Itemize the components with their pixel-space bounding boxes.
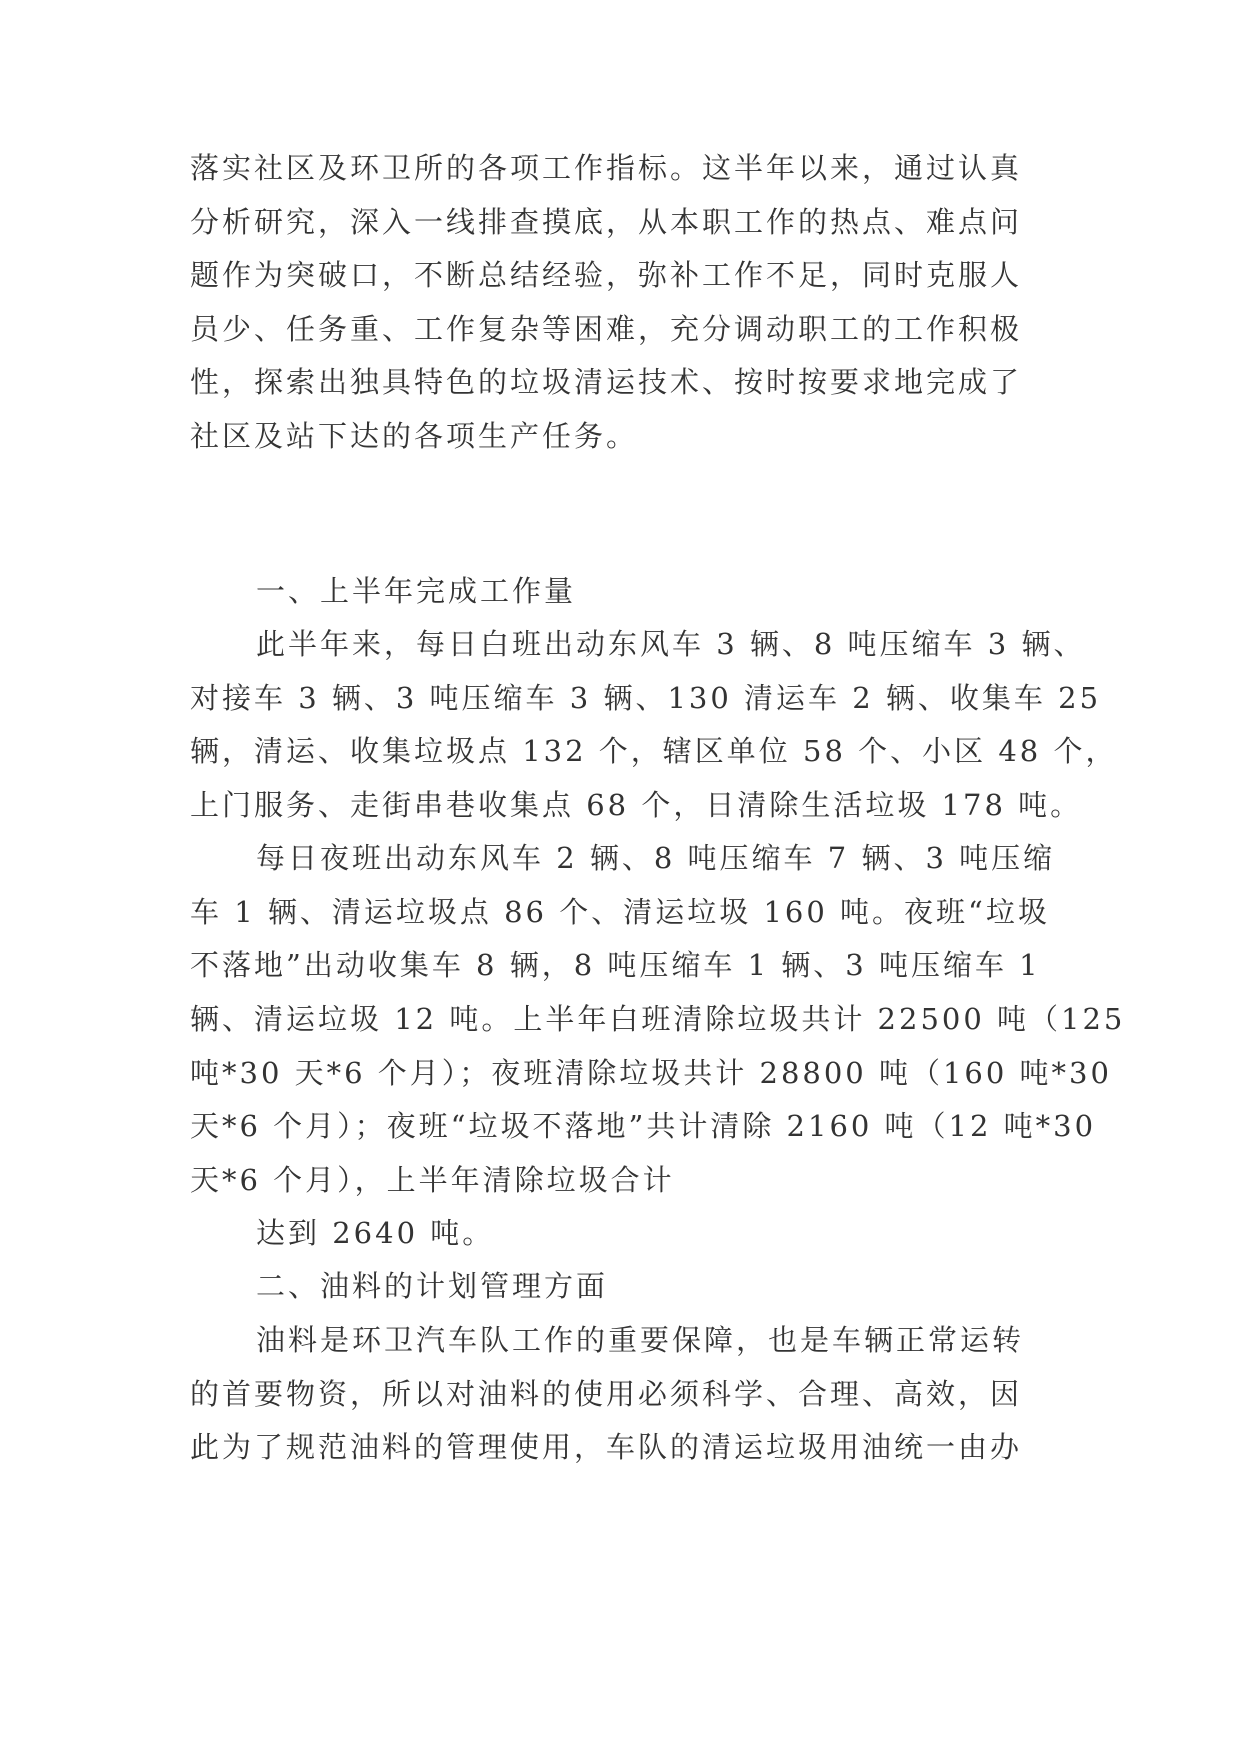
paragraph-line: 辆，清运、收集垃圾点 132 个，辖区单位 58 个、小区 48 个，	[190, 734, 1118, 768]
paragraph-line: 此半年来，每日白班出动东风车 3 辆、8 吨压缩车 3 辆、	[256, 627, 1086, 661]
paragraph-line: 吨*30 天*6 个月）；夜班清除垃圾共计 28800 吨（160 吨*30	[190, 1056, 1112, 1090]
paragraph-line: 天*6 个月），上半年清除垃圾合计	[190, 1163, 675, 1197]
paragraph-line: 油料是环卫汽车队工作的重要保障，也是车辆正常运转	[256, 1323, 1025, 1357]
paragraph-line: 对接车 3 辆、3 吨压缩车 3 辆、130 清运车 2 辆、收集车 25	[190, 681, 1102, 715]
paragraph-line: 达到 2640 吨。	[256, 1216, 495, 1250]
paragraph-line: 每日夜班出动东风车 2 辆、8 吨压缩车 7 辆、3 吨压缩	[256, 841, 1056, 875]
paragraph-line: 员少、任务重、工作复杂等困难，充分调动职工的工作积极	[190, 312, 1023, 346]
paragraph-line: 辆、清运垃圾 12 吨。上半年白班清除垃圾共计 22500 吨（125	[190, 1002, 1126, 1036]
section-heading: 二、油料的计划管理方面	[256, 1269, 609, 1303]
paragraph-line: 分析研究，深入一线排查摸底，从本职工作的热点、难点问	[190, 205, 1023, 239]
paragraph-line: 的首要物资，所以对油料的使用必须科学、合理、高效，因	[190, 1377, 1023, 1411]
paragraph-line: 题作为突破口，不断总结经验，弥补工作不足，同时克服人	[190, 258, 1023, 292]
paragraph-line: 此为了规范油料的管理使用，车队的清运垃圾用油统一由办	[190, 1430, 1023, 1464]
paragraph-line: 上门服务、走街串巷收集点 68 个，日清除生活垃圾 178 吨。	[190, 788, 1083, 822]
paragraph-line: 社区及站下达的各项生产任务。	[190, 419, 639, 453]
section-heading: 一、上半年完成工作量	[256, 574, 577, 608]
paragraph-line: 不落地”出动收集车 8 辆，8 吨压缩车 1 辆、3 吨压缩车 1	[190, 948, 1041, 982]
paragraph-line: 车 1 辆、清运垃圾点 86 个、清运垃圾 160 吨。夜班“垃圾	[190, 895, 1050, 929]
paragraph-line: 性，探索出独具特色的垃圾清运技术、按时按要求地完成了	[190, 365, 1023, 399]
paragraph-line: 天*6 个月）；夜班“垃圾不落地”共计清除 2160 吨（12 吨*30	[190, 1109, 1097, 1143]
paragraph-line: 落实社区及环卫所的各项工作指标。这半年以来，通过认真	[190, 151, 1023, 185]
